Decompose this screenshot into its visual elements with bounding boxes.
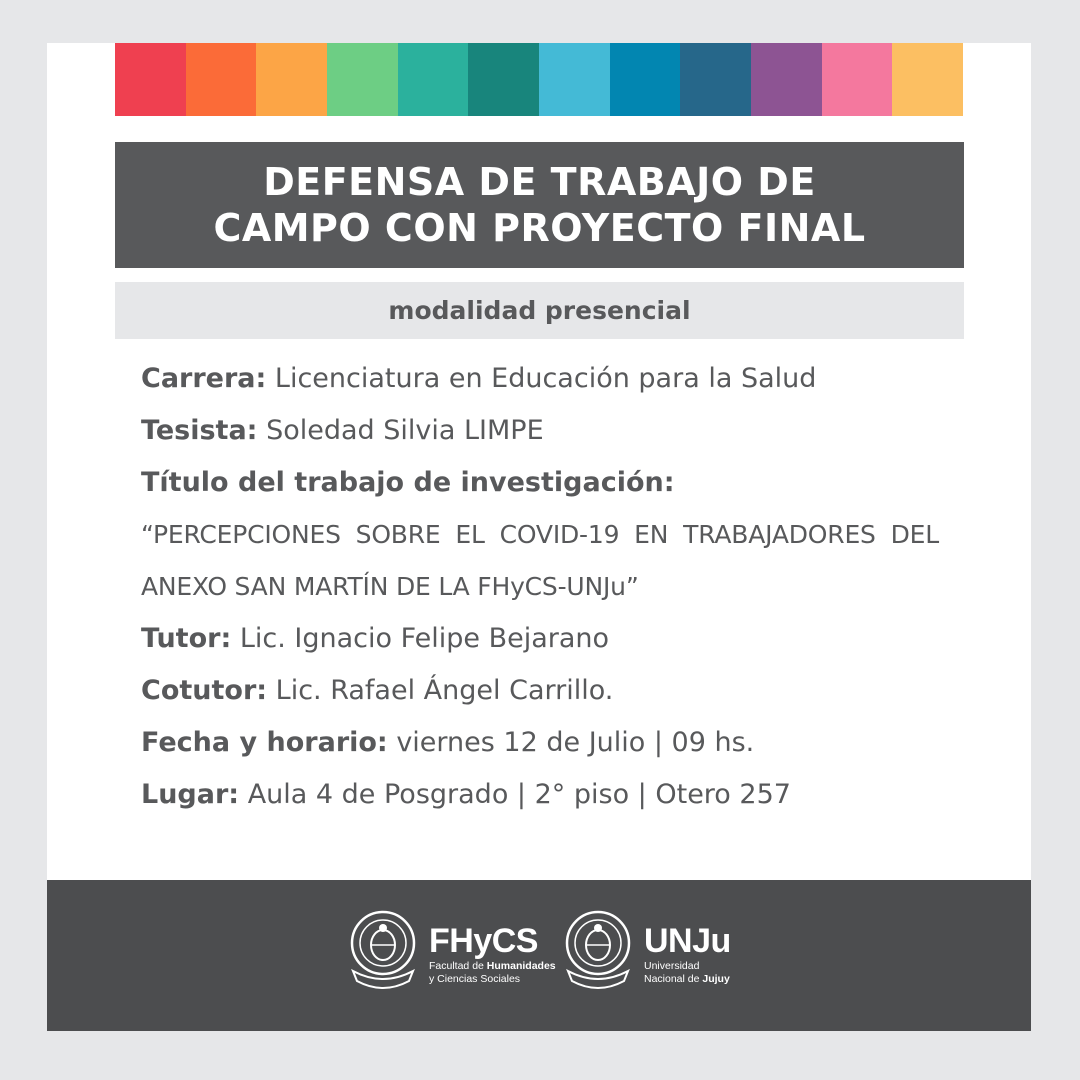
- thesis-title: “PERCEPCIONES SOBRE EL COVID-19 EN TRABAJADORES DEL ANEXO SAN MARTÍN DE LA FHyCS-UNJu”: [141, 520, 939, 601]
- color-stripe: [256, 43, 327, 116]
- color-stripe: [186, 43, 257, 116]
- tesista-value: Soledad Silvia LIMPE: [266, 415, 544, 446]
- carrera-label: Carrera:: [141, 363, 267, 394]
- fhycs-sub-bold: Humanidades: [486, 960, 556, 972]
- titulo-label: Título del trabajo de investigación:: [141, 467, 675, 498]
- titulo-row: [141, 457, 939, 509]
- modality-text: modalidad presencial: [388, 296, 691, 325]
- tutor-label: Tutor:: [141, 623, 232, 654]
- cotutor-value: Lic. Rafael Ángel Carrillo.: [275, 675, 614, 706]
- lugar-label: Lugar:: [141, 779, 240, 810]
- unju-sub-line1: Universidad: [644, 960, 700, 972]
- fhycs-name: FHyCS: [429, 922, 538, 960]
- title-line-2: CAMPO CON PROYECTO FINAL: [213, 206, 866, 250]
- color-stripe: [822, 43, 893, 116]
- lugar-row: [141, 769, 939, 821]
- color-stripe: [610, 43, 681, 116]
- unju-sub-prefix: Nacional de: [644, 973, 700, 985]
- footer-bar: [47, 880, 1031, 1031]
- tesista-row: [141, 405, 939, 457]
- unju-subtitle: [644, 960, 731, 986]
- fhycs-logo: [347, 908, 556, 1000]
- carrera-value: Licenciatura en Educación para la Salud: [274, 363, 817, 394]
- unju-name: UNJu: [644, 922, 731, 960]
- color-stripe: [892, 43, 963, 116]
- fecha-row: [141, 717, 939, 769]
- color-stripe: [680, 43, 751, 116]
- color-stripe: [751, 43, 822, 116]
- fecha-label: Fecha y horario:: [141, 727, 388, 758]
- event-details: [141, 353, 939, 821]
- color-stripes: [115, 43, 963, 116]
- title-banner: [115, 142, 964, 268]
- color-stripe: [468, 43, 539, 116]
- university-seal-icon: [347, 909, 419, 999]
- color-stripe: [398, 43, 469, 116]
- color-stripe: [115, 43, 186, 116]
- university-seal-icon: [562, 909, 634, 999]
- unju-logo: [562, 908, 731, 1000]
- tutor-row: [141, 613, 939, 665]
- carrera-row: [141, 353, 939, 405]
- fhycs-sub-prefix: Facultad de: [429, 960, 484, 972]
- color-stripe: [539, 43, 610, 116]
- fecha-value: viernes 12 de Julio | 09 hs.: [396, 727, 755, 758]
- tesista-label: Tesista:: [141, 415, 258, 446]
- lugar-value: Aula 4 de Posgrado | 2° piso | Otero 257: [247, 779, 791, 810]
- cotutor-row: [141, 665, 939, 717]
- fhycs-sub-line2: y Ciencias Sociales: [429, 973, 521, 985]
- fhycs-subtitle: [429, 960, 556, 986]
- tutor-value: Lic. Ignacio Felipe Bejarano: [239, 623, 610, 654]
- unju-sub-bold: Jujuy: [702, 973, 730, 985]
- title-line-1: DEFENSA DE TRABAJO DE: [263, 160, 816, 204]
- fhycs-text: [429, 922, 556, 986]
- cotutor-label: Cotutor:: [141, 675, 268, 706]
- color-stripe: [327, 43, 398, 116]
- modality-banner: [115, 282, 964, 339]
- announcement-card: [47, 43, 1031, 1031]
- unju-text: [644, 922, 731, 986]
